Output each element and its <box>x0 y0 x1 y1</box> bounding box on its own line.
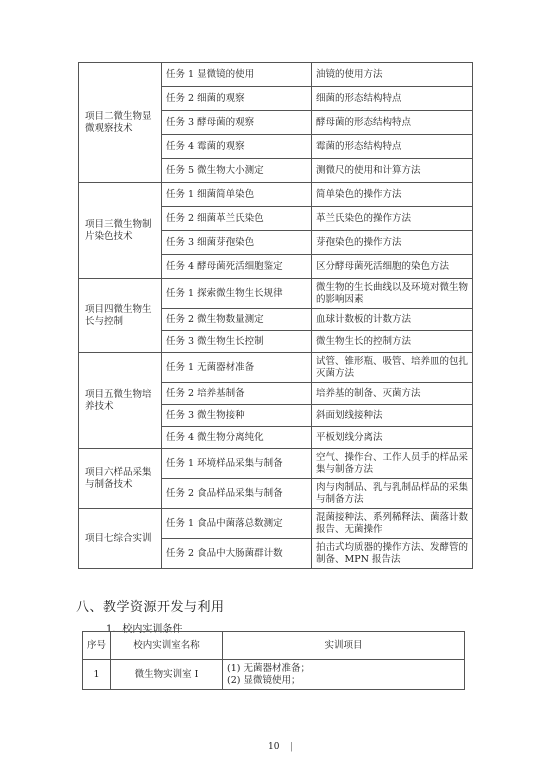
task-cell: 任务 1 细菌简单染色 <box>162 183 312 207</box>
page-number: 10 <box>268 742 280 752</box>
task-cell: 任务 2 微生物数量测定 <box>162 309 312 331</box>
task-cell: 任务 1 显微镜的使用 <box>162 63 312 87</box>
table-row <box>79 509 473 539</box>
task-cell: 任务 2 培养基制备 <box>162 383 312 405</box>
project-cell: 项目五微生物培养技术 <box>79 353 162 449</box>
project-cell: 项目六样品采集与制备技术 <box>79 449 162 509</box>
content-cell: 血球计数板的计数方法 <box>312 309 473 331</box>
table-row <box>83 660 465 690</box>
task-cell: 任务 1 环境样品采集与制备 <box>162 449 312 479</box>
content-cell: 试管、锥形瓶、吸管、培养皿的包扎灭菌方法 <box>312 353 473 383</box>
task-cell: 任务 3 微生物生长控制 <box>162 331 312 353</box>
task-cell: 任务 1 食品中菌落总数测定 <box>162 509 312 539</box>
project-cell: 项目七综合实训 <box>79 509 162 569</box>
training-item: (2) 显微镜使用； <box>227 674 301 686</box>
table-row <box>79 449 473 479</box>
content-cell: 霉菌的形态结构特点 <box>312 135 473 159</box>
task-cell: 任务 5 微生物大小测定 <box>162 159 312 183</box>
task-cell: 任务 1 无菌器材准备 <box>162 353 312 383</box>
task-cell: 任务 2 食品样品采集与制备 <box>162 479 312 509</box>
task-cell: 任务 4 霉菌的观察 <box>162 135 312 159</box>
content-cell: 测微尺的使用和计算方法 <box>312 159 473 183</box>
content-cell: 芽孢染色的操作方法 <box>312 231 473 255</box>
task-cell: 任务 2 细菌的观察 <box>162 87 312 111</box>
header-cell-number: 序号 <box>83 632 111 660</box>
table-row <box>79 353 473 383</box>
project-cell: 项目三微生物制片染色技术 <box>79 183 162 279</box>
content-cell: 区分酵母菌死活细胞的染色方法 <box>312 255 473 279</box>
room-name-cell: 微生物实训室 I <box>111 660 223 690</box>
content-cell: 细菌的形态结构特点 <box>312 87 473 111</box>
task-cell: 任务 2 细菌革兰氏染色 <box>162 207 312 231</box>
page-mark: | <box>290 742 294 752</box>
content-cell: 油镜的使用方法 <box>312 63 473 87</box>
header-cell-training-items: 实训项目 <box>223 632 465 660</box>
content-cell: 微生物的生长曲线以及环境对微生物的影响因素 <box>312 279 473 309</box>
content-cell: 简单染色的操作方法 <box>312 183 473 207</box>
table-row <box>79 63 473 87</box>
content-cell: 革兰氏染色的操作方法 <box>312 207 473 231</box>
task-cell: 任务 4 酵母菌死活细胞鉴定 <box>162 255 312 279</box>
header-cell-room-name: 校内实训室名称 <box>111 632 223 660</box>
lab-facilities-table <box>82 631 465 690</box>
course-plan-table <box>78 62 473 569</box>
project-cell: 项目四微生物生长与控制 <box>79 279 162 353</box>
number-cell: 1 <box>83 660 111 690</box>
project-cell: 项目二微生物显微观察技术 <box>79 63 162 183</box>
content-cell: 平板划线分离法 <box>312 427 473 449</box>
content-cell: 酵母菌的形态结构特点 <box>312 111 473 135</box>
task-cell: 任务 2 食品中大肠菌群计数 <box>162 539 312 569</box>
task-cell: 任务 1 探索微生物生长规律 <box>162 279 312 309</box>
subsection-heading: 1．校内实训条件 <box>106 624 183 635</box>
content-cell: 肉与肉制品、乳与乳制品样品的采集与制备方法 <box>312 479 473 509</box>
table-row <box>79 279 473 309</box>
task-cell: 任务 3 微生物接种 <box>162 405 312 427</box>
task-cell: 任务 3 细菌芽孢染色 <box>162 231 312 255</box>
table-header-row <box>83 632 465 660</box>
content-cell: 空气、操作台、工作人员手的样品采集与制备方法 <box>312 449 473 479</box>
content-cell: 拍击式均质器的操作方法、发酵管的制备、MPN 报告法 <box>312 539 473 569</box>
content-cell: 混菌接种法、系列稀释法、菌落计数报告、无菌操作 <box>312 509 473 539</box>
training-items-cell <box>223 660 465 690</box>
task-cell: 任务 3 酵母菌的观察 <box>162 111 312 135</box>
section-heading: 八、教学资源开发与利用 <box>76 600 225 615</box>
task-cell: 任务 4 微生物分离纯化 <box>162 427 312 449</box>
training-item: (1) 无菌器材准备； <box>227 662 310 674</box>
content-cell: 斜面划线接种法 <box>312 405 473 427</box>
content-cell: 微生物生长的控制方法 <box>312 331 473 353</box>
table-row <box>79 183 473 207</box>
content-cell: 培养基的制备、灭菌方法 <box>312 383 473 405</box>
